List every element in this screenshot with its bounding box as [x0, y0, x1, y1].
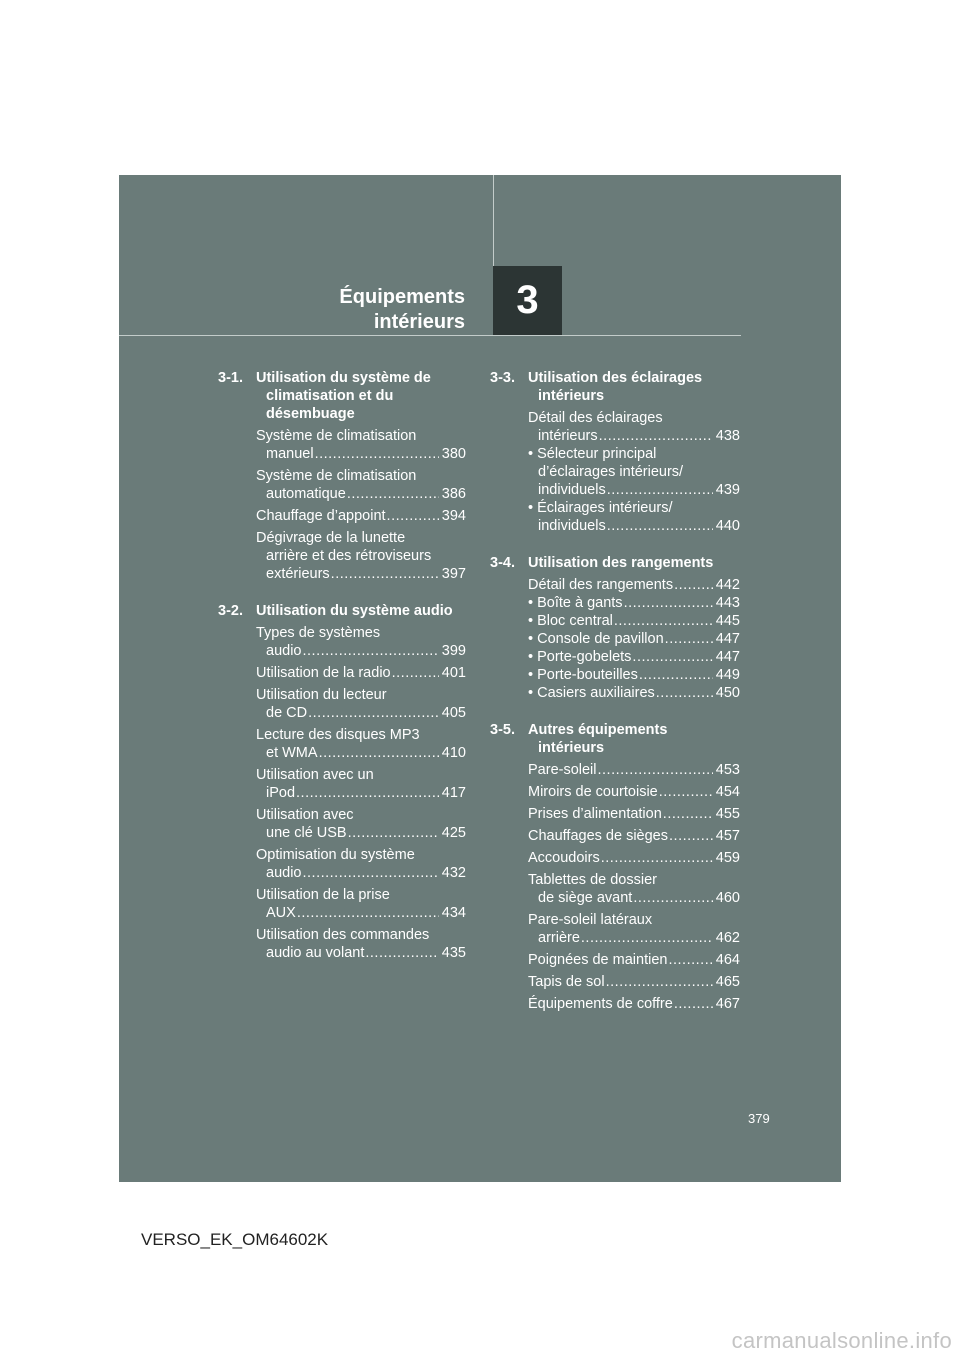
toc-page-number: 397 [441, 566, 466, 582]
chapter-title-line1: Équipements [339, 286, 465, 308]
toc-entry[interactable] [528, 576, 740, 594]
toc-page-number: 394 [441, 508, 466, 524]
toc-page-number: 438 [715, 428, 740, 444]
toc-entry-text: Accoudoirs [528, 850, 600, 866]
leader-dots [663, 805, 713, 823]
section-heading[interactable] [490, 369, 740, 405]
leader-dots [668, 951, 712, 969]
toc-entry[interactable] [256, 926, 466, 962]
toc-entry[interactable] [256, 507, 466, 525]
toc-entry-text: • Porte-gobelets [528, 649, 632, 665]
toc-entry[interactable] [528, 995, 740, 1013]
leader-dots [331, 565, 439, 583]
toc-right-column [490, 369, 740, 1032]
toc-entry-text: • Bloc central [528, 613, 613, 629]
toc-entry-text: • Console de pavillon [528, 631, 664, 647]
toc-page-number: 460 [715, 890, 740, 906]
toc-entry-text: individuels [538, 518, 606, 534]
section-title-line: climatisation et du [266, 388, 394, 404]
leader-dots [601, 849, 713, 867]
toc-entry-text: Détail des rangements [528, 577, 674, 593]
toc-section-3-5 [490, 721, 740, 1013]
toc-entry[interactable] [528, 761, 740, 779]
toc-entry[interactable] [256, 886, 466, 922]
toc-entry[interactable] [528, 849, 740, 867]
toc-entry-text: Dégivrage de la lunette [256, 530, 406, 546]
toc-entry-text: de siège avant [538, 890, 633, 906]
toc-page-number: 432 [441, 865, 466, 881]
leader-dots [624, 594, 713, 612]
leader-dots [297, 904, 439, 922]
leader-dots [319, 744, 439, 762]
leader-dots [669, 827, 713, 845]
section-title [528, 721, 740, 757]
leader-dots [633, 889, 712, 907]
toc-entry-text: Tablettes de dossier [528, 872, 657, 888]
toc-page-number: 386 [441, 486, 466, 502]
toc-entry[interactable] [528, 409, 740, 445]
toc-entry-text: Utilisation de la radio [256, 665, 391, 681]
toc-entry[interactable] [528, 594, 740, 612]
toc-entry-text: extérieurs [266, 566, 330, 582]
toc-entry-text: Utilisation avec un [256, 767, 374, 783]
toc-entry[interactable] [256, 467, 466, 503]
leader-dots [599, 427, 713, 445]
toc-entry-text: Détail des éclairages [528, 410, 663, 426]
toc-entry-text: • Casiers auxiliaires [528, 685, 655, 701]
toc-entry[interactable] [528, 783, 740, 801]
toc-entry[interactable] [256, 664, 466, 682]
leader-dots [347, 485, 439, 503]
toc-entry-text: Poignées de maintien [528, 952, 668, 968]
leader-dots [606, 973, 713, 991]
toc-page-number: 464 [715, 952, 740, 968]
toc-entry[interactable] [256, 624, 466, 660]
toc-page-number: 450 [715, 685, 740, 701]
leader-dots [365, 944, 438, 962]
toc-entry[interactable] [528, 951, 740, 969]
leader-dots [387, 507, 439, 525]
toc-entry-text: Pare-soleil latéraux [528, 912, 653, 928]
leader-dots [308, 704, 439, 722]
toc-section-3-2 [218, 602, 466, 962]
toc-entry-text: AUX [266, 905, 296, 921]
section-number: 3-4. [490, 555, 515, 571]
leader-dots [659, 783, 713, 801]
leader-dots [665, 630, 713, 648]
leader-dots [348, 824, 439, 842]
toc-entry-text: • Boîte à gants [528, 595, 623, 611]
toc-entry[interactable] [256, 529, 466, 583]
section-number: 3-2. [218, 603, 243, 619]
toc-page-number: 449 [715, 667, 740, 683]
chapter-title [339, 285, 465, 335]
toc-page-number: 410 [441, 745, 466, 761]
toc-page-number: 417 [441, 785, 466, 801]
toc-entry-text: manuel [266, 446, 314, 462]
toc-entry-text: et WMA [266, 745, 318, 761]
section-heading[interactable] [218, 602, 466, 620]
leader-dots [607, 481, 713, 499]
leader-dots [598, 761, 713, 779]
watermark: carmanualsonline.info [731, 1328, 952, 1353]
toc-entry[interactable] [528, 805, 740, 823]
leader-dots [656, 684, 713, 702]
toc-entry-text: Tapis de sol [528, 974, 605, 990]
toc-entry-text: Chauffage d’appoint [256, 508, 386, 524]
toc-entry-text: Utilisation du lecteur [256, 687, 387, 703]
toc-entry-text: intérieurs [538, 428, 598, 444]
leader-dots [632, 648, 712, 666]
toc-entry[interactable] [256, 427, 466, 463]
toc-entry-text: • Éclairages intérieurs/ [528, 500, 673, 516]
toc-entry-text: Optimisation du système [256, 847, 415, 863]
toc-page-number: 467 [715, 996, 740, 1012]
toc-section-3-4 [490, 554, 740, 702]
section-number: 3-5. [490, 722, 515, 738]
section-title-line: intérieurs [538, 740, 605, 756]
toc-entry-text: Système de climatisation [256, 428, 417, 444]
toc-entry[interactable] [256, 686, 466, 722]
toc-page-number: 443 [715, 595, 740, 611]
toc-entry[interactable] [528, 630, 740, 648]
toc-entry-text: individuels [538, 482, 606, 498]
toc-page-number: 380 [441, 446, 466, 462]
toc-page-number: 435 [441, 945, 466, 961]
toc-entry-text: Lecture des disques MP3 [256, 727, 420, 743]
toc-entry-text: arrière et des rétroviseurs [266, 548, 432, 564]
section-title [528, 369, 740, 405]
toc-entry[interactable] [256, 726, 466, 762]
leader-dots [296, 784, 439, 802]
toc-left-column [218, 369, 466, 981]
section-title-line: intérieurs [538, 388, 605, 404]
toc-page-number: 405 [441, 705, 466, 721]
section-title [528, 554, 740, 572]
toc-entry[interactable] [256, 806, 466, 842]
leader-dots [302, 642, 438, 660]
toc-entry-text: d’éclairages intérieurs/ [538, 464, 684, 480]
toc-page-number: 459 [715, 850, 740, 866]
header-horizontal-rule [119, 335, 741, 336]
toc-entry-text: de CD [266, 705, 308, 721]
section-number: 3-1. [218, 370, 243, 386]
section-title-line: désembuage [266, 406, 355, 422]
toc-entry[interactable] [256, 846, 466, 882]
toc-page-number: 457 [715, 828, 740, 844]
section-title [256, 602, 466, 620]
toc-entry-text: Équipements de coffre [528, 996, 673, 1012]
toc-page-number: 454 [715, 784, 740, 800]
toc-entry[interactable] [528, 612, 740, 630]
toc-entry-text: Prises d’alimentation [528, 806, 662, 822]
chapter-title-line2: intérieurs [373, 311, 465, 333]
toc-entry[interactable] [528, 973, 740, 991]
toc-entry[interactable] [528, 684, 740, 702]
section-number: 3-3. [490, 370, 515, 386]
toc-entry[interactable] [256, 766, 466, 802]
section-title-line: Utilisation des rangements [528, 555, 714, 571]
toc-section-3-3 [490, 369, 740, 535]
toc-page-number: 462 [715, 930, 740, 946]
toc-page-number: 447 [715, 649, 740, 665]
toc-entry[interactable] [528, 648, 740, 666]
toc-entry-text: une clé USB [266, 825, 347, 841]
toc-entry-text: Miroirs de courtoisie [528, 784, 658, 800]
toc-entry-text: arrière [538, 930, 580, 946]
toc-section-3-1 [218, 369, 466, 583]
toc-page-number: 445 [715, 613, 740, 629]
toc-entry[interactable] [528, 499, 740, 535]
toc-page-number: 442 [715, 577, 740, 593]
toc-entry-text: audio au volant [266, 945, 365, 961]
leader-dots [581, 929, 713, 947]
leader-dots [392, 664, 439, 682]
toc-entry[interactable] [528, 827, 740, 845]
chapter-number-box [493, 266, 562, 335]
toc-entry[interactable] [528, 445, 740, 499]
toc-entry-text: Système de climatisation [256, 468, 417, 484]
leader-dots [674, 576, 713, 594]
leader-dots [614, 612, 713, 630]
toc-entry[interactable] [528, 871, 740, 907]
toc-page-number: 453 [715, 762, 740, 778]
toc-page-number: 440 [715, 518, 740, 534]
toc-entry-text: iPod [266, 785, 296, 801]
toc-entry-text: Utilisation avec [256, 807, 354, 823]
section-title-line: Utilisation du système audio [256, 603, 453, 619]
section-heading[interactable] [218, 369, 466, 423]
section-title-line: Utilisation du système de [256, 370, 431, 386]
chapter-number: 3 [516, 278, 539, 322]
section-heading[interactable] [490, 554, 740, 572]
toc-page-number: 447 [715, 631, 740, 647]
toc-entry-text: Pare-soleil [528, 762, 597, 778]
document-code: VERSO_EK_OM64602K [141, 1230, 329, 1249]
toc-entry-text: • Sélecteur principal [528, 446, 657, 462]
toc-entry-text: Chauffages de sièges [528, 828, 669, 844]
toc-entry-text: audio [266, 643, 302, 659]
toc-entry[interactable] [528, 666, 740, 684]
toc-page-number: 434 [441, 905, 466, 921]
toc-page-number: 455 [715, 806, 740, 822]
toc-entry-text: Utilisation des commandes [256, 927, 430, 943]
toc-page-number: 465 [715, 974, 740, 990]
section-title [256, 369, 466, 423]
section-heading[interactable] [490, 721, 740, 757]
leader-dots [315, 445, 439, 463]
leader-dots [607, 517, 713, 535]
leader-dots [302, 864, 438, 882]
section-title-line: Autres équipements [528, 722, 668, 738]
toc-entry-text: audio [266, 865, 302, 881]
toc-page-number: 439 [715, 482, 740, 498]
toc-entry-text: Types de systèmes [256, 625, 381, 641]
leader-dots [639, 666, 713, 684]
toc-entry-text: Utilisation de la prise [256, 887, 390, 903]
toc-entry[interactable] [528, 911, 740, 947]
toc-page-number: 399 [441, 643, 466, 659]
page-number: 379 [748, 1111, 770, 1126]
leader-dots [674, 995, 713, 1013]
toc-page-number: 425 [441, 825, 466, 841]
toc-page-number: 401 [441, 665, 466, 681]
toc-entry-text: • Porte-bouteilles [528, 667, 638, 683]
section-title-line: Utilisation des éclairages [528, 370, 703, 386]
toc-entry-text: automatique [266, 486, 346, 502]
